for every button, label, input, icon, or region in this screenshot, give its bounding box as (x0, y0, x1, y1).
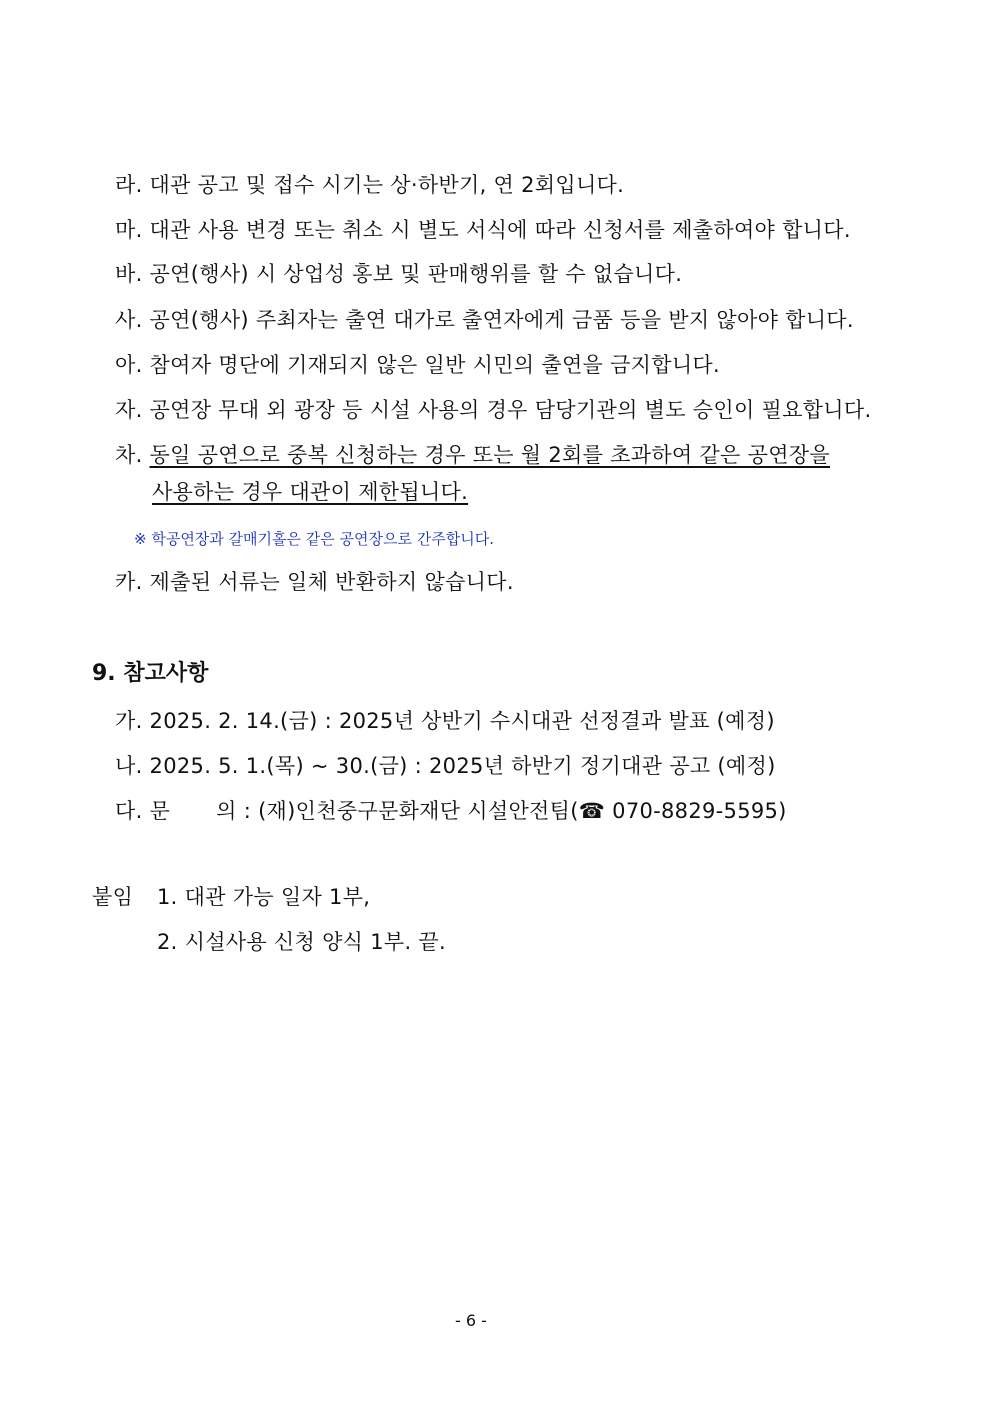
item-marker: 가. (115, 709, 143, 733)
section-heading: 9. 참고사항 (92, 661, 209, 686)
list-item (115, 351, 720, 379)
item-text: 제출된 서류는 일체 반환하지 않습니다. (149, 570, 514, 594)
item-marker: 사. (115, 308, 143, 332)
item-marker: 바. (115, 262, 143, 286)
contact-text: : (재)인천중구문화재단 시설안전팀(☎ 070-8829-5595) (243, 799, 787, 823)
item-marker: 아. (115, 353, 143, 377)
list-item (115, 568, 514, 596)
item-text: 공연장 무대 외 광장 등 시설 사용의 경우 담당기관의 별도 승인이 필요합니다. (149, 398, 872, 422)
list-item (115, 797, 787, 825)
item-marker: 카. (115, 570, 143, 594)
item-text: 대관 사용 변경 또는 취소 시 별도 서식에 따라 신청서를 제출하여야 합니다. (149, 218, 851, 242)
attachment-label: 붙임 (92, 885, 134, 909)
attachment-item: 1. 대관 가능 일자 1부, (157, 885, 371, 909)
page-number: - 6 - (455, 1311, 487, 1330)
item-text: 공연(행사) 시 상업성 홍보 및 판매행위를 할 수 없습니다. (149, 262, 683, 286)
list-item (115, 396, 871, 424)
item-text: 2025. 2. 14.(금) : 2025년 상반기 수시대관 선정결과 발표 (예정) (149, 709, 775, 733)
contact-label-a: 문 (149, 799, 171, 823)
list-item (115, 441, 830, 469)
item-marker: 라. (115, 173, 143, 197)
item-text: 공연(행사) 주최자는 출연 대가로 출연자에게 금품 등을 받지 않아야 합니다. (149, 308, 854, 332)
item-text-line2: 사용하는 경우 대관이 제한됩니다. (152, 480, 469, 504)
item-marker: 차. (115, 443, 143, 467)
item-text: 2025. 5. 1.(목) ~ 30.(금) : 2025년 하반기 정기대관 공고 (예정) (149, 754, 776, 778)
list-item (115, 260, 682, 288)
list-item (115, 752, 776, 780)
list-item-continuation (152, 478, 468, 506)
item-text: 참여자 명단에 기재되지 않은 일반 시민의 출연을 금지합니다. (149, 353, 720, 377)
item-marker: 나. (115, 754, 143, 778)
item-marker: 마. (115, 218, 143, 242)
item-marker: 자. (115, 398, 143, 422)
item-text: 대관 공고 및 접수 시기는 상·하반기, 연 2회입니다. (149, 173, 625, 197)
list-item (115, 306, 854, 334)
list-item (115, 216, 851, 244)
item-marker: 다. (115, 799, 143, 823)
attachment-item: 2. 시설사용 신청 양식 1부. 끝. (157, 930, 446, 954)
note-text: ※ 학공연장과 갈매기홀은 같은 공연장으로 간주합니다. (134, 530, 494, 548)
contact-label-b: 의 (216, 799, 237, 823)
list-item (115, 171, 624, 199)
item-text-line1: 동일 공연으로 중복 신청하는 경우 또는 월 2회를 초과하여 같은 공연장을 (149, 443, 830, 467)
list-item (115, 707, 775, 735)
